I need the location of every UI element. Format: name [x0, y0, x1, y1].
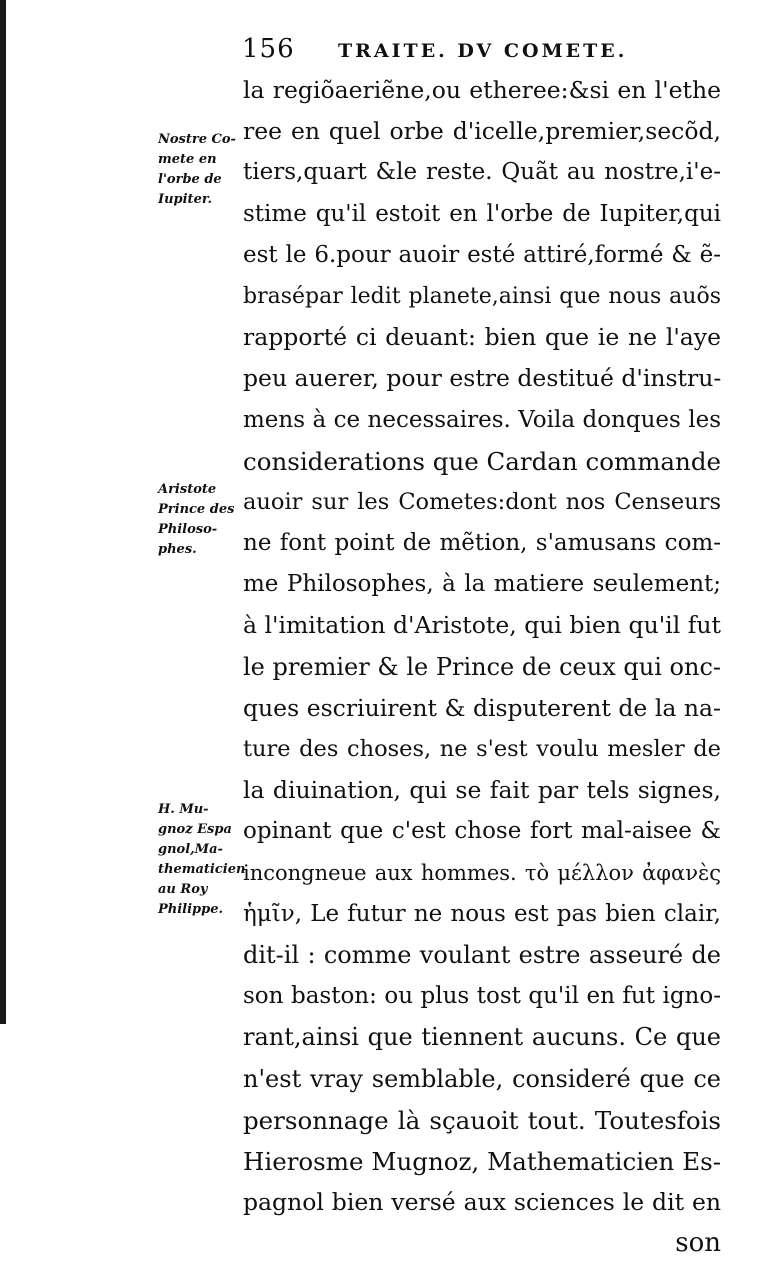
text-line: rapporté ci deuant: bien que ie ne l'aye — [243, 323, 721, 352]
text-line: rant,ainsi que tiennent aucuns. Ce que — [243, 1023, 721, 1052]
text-line: à l'imitation d'Aristote, qui bien qu'il fut — [243, 611, 721, 640]
text-line: dit-il : comme voulant estre asseuré de — [243, 940, 721, 969]
margin-note-line: thematicien — [158, 862, 246, 877]
margin-note-line: mete en — [158, 152, 217, 167]
body-text — [243, 70, 721, 1264]
page-number: 156 — [242, 34, 295, 64]
margin-note-aristotle — [158, 480, 238, 560]
margin-note-line: Iupiter. — [158, 192, 213, 207]
margin-note-comet-jupiter — [158, 130, 238, 210]
page-header — [242, 34, 722, 68]
running-title: TRAITE. DV COMETE. — [338, 40, 628, 62]
text-line: pagnol bien versé aux sciences le dit en — [243, 1188, 721, 1217]
text-line: opinant que c'est chose fort mal-aisee & — [243, 818, 721, 845]
margin-note-line: phes. — [158, 542, 197, 557]
margin-note-line: Philoso- — [158, 522, 218, 537]
text-line: le premier & le Prince de ceux qui onc- — [243, 652, 721, 681]
margin-note-mugnoz — [158, 800, 246, 920]
margin-note-line: gnol,Ma- — [158, 842, 223, 857]
text-line: la regiõaeriẽne,ou etheree:&si en l'ethe — [243, 76, 721, 104]
text-line: la diuination, qui se fait par tels signes, — [243, 776, 721, 805]
text-line: tiers,quart &le reste. Quãt au nostre,i'e- — [243, 159, 721, 186]
scan-border — [0, 0, 6, 1024]
text-line: incongneue aux hommes. τὸ μέλλον ἀφανὲς — [243, 860, 721, 885]
margin-note-line: gnoz Espa — [158, 822, 232, 837]
margin-note-line: Prince des — [158, 502, 235, 517]
text-line: considerations que Cardan commande — [243, 446, 721, 476]
margin-note-line: Philippe. — [158, 902, 224, 917]
margin-note-line: Aristote — [158, 482, 217, 497]
text-line: Hierosme Mugnoz, Mathematicien Es- — [243, 1146, 721, 1176]
text-line: mens à ce necessaires. Voila donques les — [243, 406, 721, 433]
text-line: peu auerer, pour estre destitué d'instru- — [243, 364, 721, 393]
margin-note-line: H. Mu- — [158, 802, 209, 817]
text-line: ture des choses, ne s'est voulu mesler de — [243, 736, 721, 762]
text-line: son baston: ou plus tost qu'il en fut igno- — [243, 983, 721, 1010]
margin-note-line: l'orbe de — [158, 172, 222, 187]
margin-note-line: Nostre Co- — [158, 132, 236, 147]
text-line: stime qu'il estoit en l'orbe de Iupiter,qui — [243, 200, 721, 227]
margin-note-line: au Roy — [158, 882, 208, 897]
text-line: ἡμῖν, Le futur ne nous est pas bien clair, — [243, 900, 721, 927]
text-line: auoir sur les Cometes:dont nos Censeurs — [243, 488, 721, 515]
text-line: est le 6.pour auoir esté attiré,formé & ẽ- — [243, 241, 721, 268]
text-line: ne font point de mẽtion, s'amusans com- — [243, 530, 721, 557]
text-line: brasépar ledit planete,ainsi que nous auõs — [243, 283, 721, 309]
text-line: ques escriuirent & disputerent de la na- — [243, 693, 721, 722]
text-line: son — [675, 1228, 721, 1259]
text-line: personnage là sçauoit tout. Toutesfois — [243, 1105, 721, 1135]
text-line: me Philosophes, à la matiere seulement; — [243, 571, 721, 598]
text-line: ree en quel orbe d'icelle,premier,secõd, — [243, 117, 721, 146]
text-line: n'est vray semblable, consideré que ce — [243, 1064, 721, 1093]
